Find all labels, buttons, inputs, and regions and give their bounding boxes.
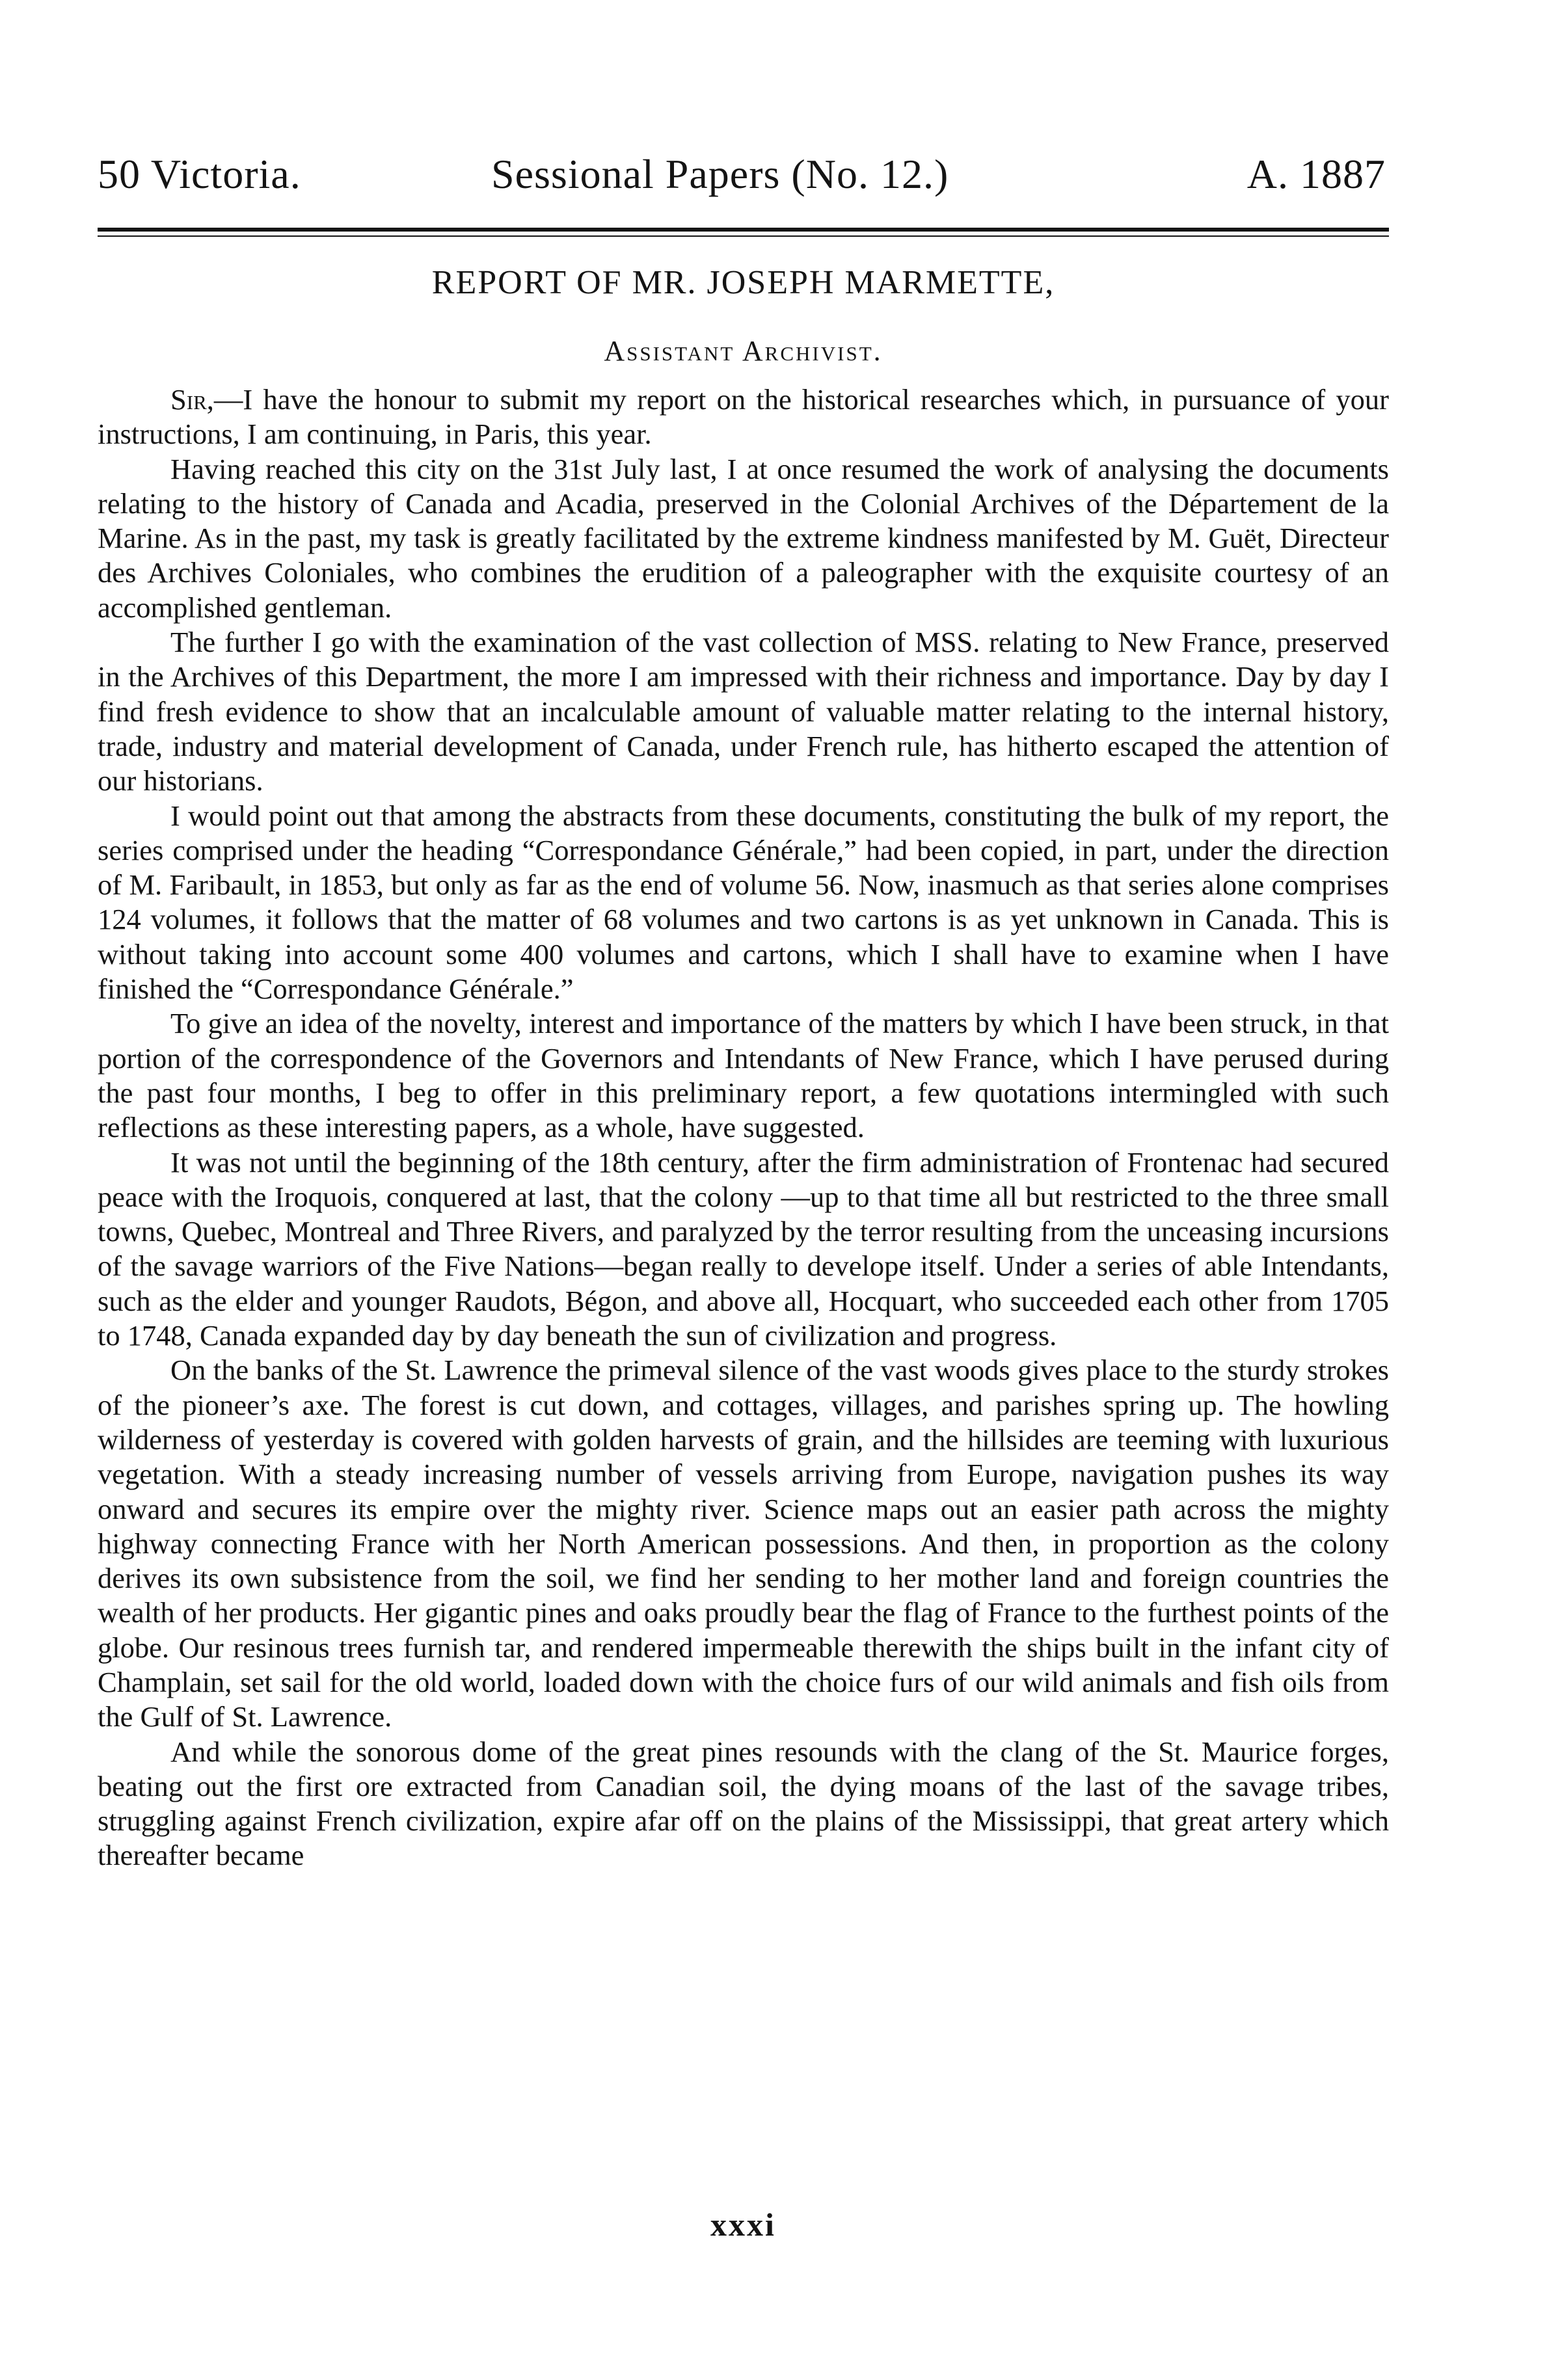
report-title: REPORT OF MR. JOSEPH MARMETTE,: [431, 264, 1055, 301]
header-rule-thick: [98, 228, 1389, 232]
report-subtitle: Assistant Archivist.: [604, 335, 883, 367]
header-rule-thin: [98, 235, 1389, 237]
paragraph-8: And while the sonorous dome of the great pines resounds with the clang of the St. Maurice forges, beating out the first ore extracted from Canadian soil, the dying moans of the last of the savage tribes, struggling against French civilization, expire afar off on the plains of the Mississippi, that great artery which thereafter became: [98, 1735, 1389, 1872]
paragraph-5: To give an idea of the novelty, interest and importance of the matters by which I have been struck, in that portion of the correspondence of the Governors and Intendants of New France, which I have perused during the past four months, I beg to offer in this preliminary report, a few quotations intermingled with such reflections as these interesting papers, as a whole, have suggested.: [98, 1007, 1389, 1144]
paragraph-6: It was not until the beginning of the 18th century, after the firm administration of Frontenac had secured peace with the Iroquois, conquered at last, that the colony —up to that time all but restricted to the three small towns, Quebec, Montreal and Three Rivers, and paralyzed by the terror resulting from the unceasing incursions of the savage warriors of the Five Nations—began really to develope itself. Under a series of able Intendants, such as the elder and younger Raudots, Bégon, and above all, Hocquart, who succeeded each other from 1705 to 1748, Canada expanded day by day beneath the sun of civilization and progress.: [98, 1145, 1389, 1352]
paragraph-2: Having reached this city on the 31st July last, I at once resumed the work of analysing the documents relating to the history of Canada and Acadia, preserved in the Colonial Archives of the Département de la Marine. As in the past, my task is greatly facilitated by the extreme kindness manifested by M. Guët, Directeur des Archives Coloniales, who combines the erudition of a paleographer with the exquisite courtesy of an accomplished gentleman.: [98, 452, 1389, 624]
page-number: xxxi: [710, 2206, 776, 2243]
paragraph-3: The further I go with the examination of the vast collection of MSS. relating to New France, preserved in the Archives of this Department, the more I am impressed with their richness and importance. Day by day I find fresh evidence to show that an incalculable amount of valuable matter relating to the internal history, trade, industry and material development of Canada, under French rule, has hitherto escaped the attention of our historians.: [98, 626, 1389, 797]
report-body: [98, 382, 1389, 1873]
salutation: Sir,: [170, 383, 214, 416]
running-head-center: Sessional Papers (No. 12.): [491, 151, 949, 197]
running-head-right: A. 1887: [1246, 151, 1386, 197]
paragraph-4: I would point out that among the abstracts from these documents, constituting the bulk of my report, the series comprised under the heading “Correspondance Générale,” had been copied, in part, under the direction of M. Faribault, in 1853, but only as far as the end of volume 56. Now, inasmuch as that series alone comprises 124 volumes, it follows that the matter of 68 volumes and two cartons is as yet unknown in Canada. This is without taking into account some 400 volumes and cartons, which I shall have to examine when I have finished the “Correspondance Générale.”: [98, 799, 1389, 1006]
paragraph-1: [98, 382, 1389, 452]
paragraph-7: On the banks of the St. Lawrence the primeval silence of the vast woods gives place to the sturdy strokes of the pioneer’s axe. The forest is cut down, and cottages, villages, and parishes spring up. The howling wilderness of yesterday is covered with golden harvests of grain, and the hillsides are teeming with luxurious vegetation. With a steady increasing number of vessels arriving from Europe, navigation pushes its way onward and secures its empire over the mighty river. Science maps out an easier path across the mighty highway connecting France with her North American possessions. And then, in proportion as the colony derives its own subsistence from the soil, we find her sending to her mother land and foreign countries the wealth of her products. Her gigantic pines and oaks proudly bear the flag of France to the furthest points of the globe. Our resinous trees furnish tar, and rendered impermeable therewith the ships built in the infant city of Champlain, set sail for the old world, loaded down with the choice furs of our wild animals and fish oils from the Gulf of St. Lawrence.: [98, 1354, 1389, 1733]
paragraph-1-text: —I have the honour to submit my report on the historical researches which, in pursuance of your instructions, I am continuing, in Paris, this year.: [98, 383, 1389, 451]
running-head-left: 50 Victoria.: [98, 151, 301, 197]
running-head: [98, 148, 1386, 200]
